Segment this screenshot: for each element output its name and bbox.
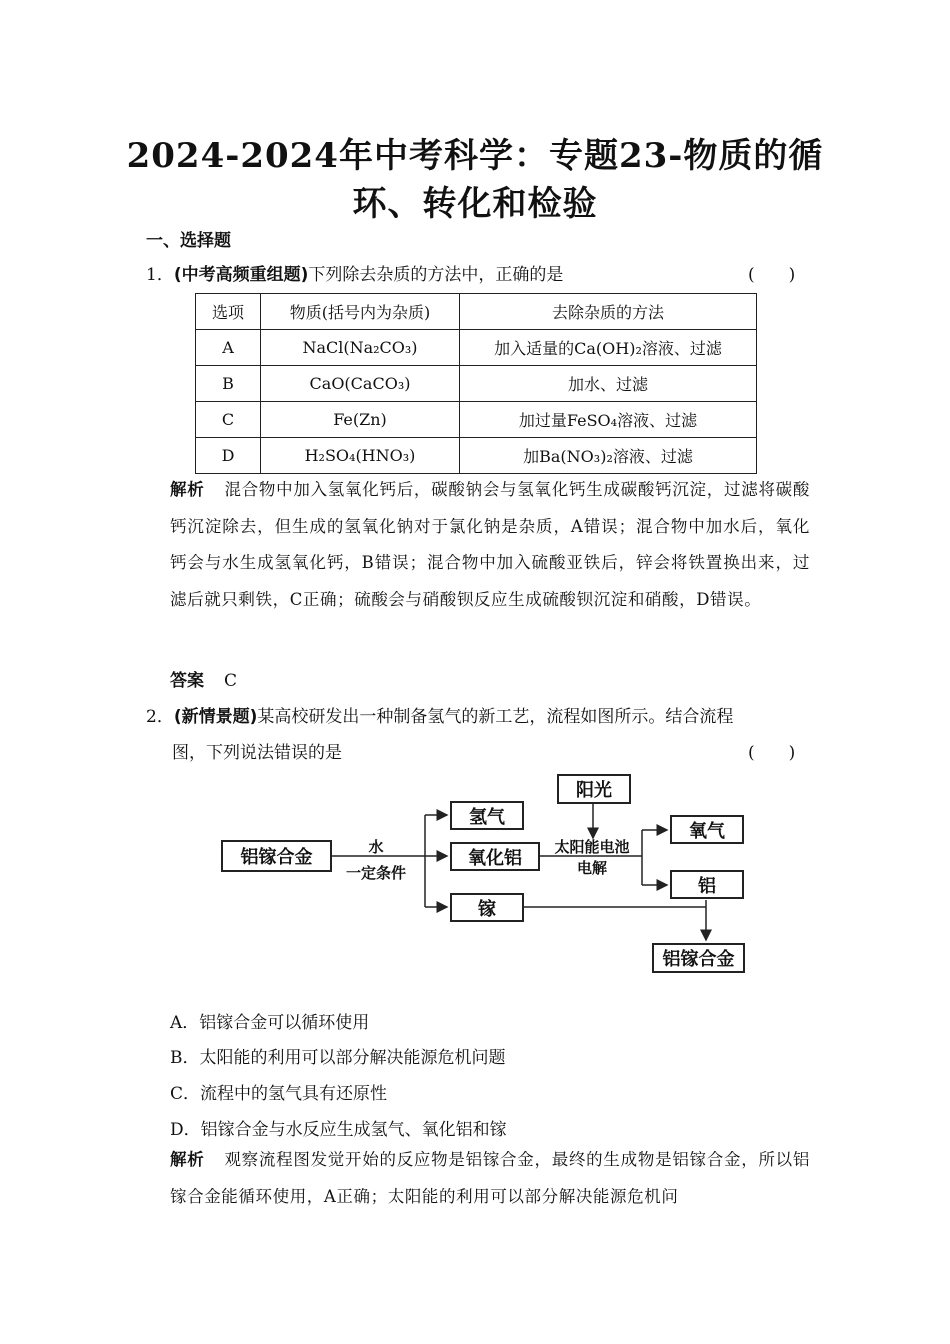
q1-number: 1． (146, 265, 174, 285)
table-cell: Fe(Zn) (261, 402, 460, 438)
doc-title-line1: 2024-2024年中考科学：专题23-物质的循 (126, 136, 824, 176)
q2-choice-a: A．铝镓合金可以循环使用 (170, 1013, 370, 1033)
q1-stem: 下列除去杂质的方法中，正确的是 (308, 265, 564, 285)
q1-tag: (中考高频重组题) (173, 265, 309, 285)
q2-stem-1: 某高校研发出一种制备氢气的新工艺，流程如图所示。结合流程 (257, 707, 734, 727)
section-heading: 一、选择题 (146, 231, 231, 251)
answer-label: 答案 (170, 671, 204, 691)
table-cell: 加Ba(NO₃)₂溶液、过滤 (460, 438, 757, 474)
flow-oxygen: 氧气 (670, 815, 744, 844)
q1-analysis-text: 混合物中加入氢氧化钙后，碳酸钠会与氢氧化钙生成碳酸钙沉淀，过滤将碳酸钙沉淀除去，但生成的氢氧化钠对于氯化钠是杂质，A错误；混合物中加水后，氧化钙会与水生成氢氧化钙，B错误；混合物中加入硫酸亚铁后，锌会将铁置换出来，过滤后就只剩铁，C正确；硫酸会与硝酸钡反应生成硫酸钡沉淀和硝酸，D错误。 (170, 480, 810, 609)
table-cell: A (196, 330, 261, 366)
table-cell: CaO(CaCO₃) (261, 366, 460, 402)
table-header-cell: 物质(括号内为杂质) (261, 294, 460, 330)
q2-analysis (170, 1142, 810, 1215)
table-header-cell: 去除杂质的方法 (460, 294, 757, 330)
table-cell: H₂SO₄(HNO₃) (261, 438, 460, 474)
flow-cond-text: 一定条件 (345, 864, 406, 882)
flow-aluminum: 铝 (670, 870, 744, 899)
table-cell: D (196, 438, 261, 474)
q2-number: 2． (146, 707, 174, 727)
table-cell: 加水、过滤 (460, 366, 757, 402)
table-header-cell: 选项 (196, 294, 261, 330)
flow-gallium: 镓 (450, 893, 524, 922)
flow-electrolysis: 电解 (576, 859, 607, 877)
flow-hydrogen: 氢气 (450, 801, 524, 830)
table-cell: NaCl(Na₂CO₃) (261, 330, 460, 366)
flow-alumina: 氧化铝 (450, 842, 540, 871)
flow-sunlight: 阳光 (557, 774, 631, 804)
q2-choice-c: C．流程中的氢气具有还原性 (170, 1084, 388, 1104)
q1-answer-value: C (224, 671, 238, 691)
table-cell: B (196, 366, 261, 402)
q2-stem-line2: 图，下列说法错误的是 (172, 743, 342, 763)
q2-choice-d: D．铝镓合金与水反应生成氢气、氧化铝和镓 (170, 1120, 507, 1140)
flow-start-alloy: 铝镓合金 (221, 840, 332, 872)
doc-title-line2: 环、转化和检验 (352, 184, 598, 224)
analysis-label: 解析 (170, 1150, 205, 1169)
table-cell: 加入适量的Ca(OH)₂溶液、过滤 (460, 330, 757, 366)
analysis-label: 解析 (170, 480, 205, 499)
q2-answer-paren: ( ) (748, 743, 796, 763)
table-cell: C (196, 402, 261, 438)
q2-choice-b: B．太阳能的利用可以部分解决能源危机问题 (170, 1048, 506, 1068)
q2-tag: (新情景题) (173, 707, 258, 727)
table-cell: 加过量FeSO₄溶液、过滤 (460, 402, 757, 438)
flow-solar-cell: 太阳能电池 (554, 838, 630, 856)
q2-analysis-text: 观察流程图发觉开始的反应物是铝镓合金，最终的生成物是铝镓合金，所以铝镓合金能循环使用，A正确；太阳能的利用可以部分解决能源危机问 (170, 1150, 810, 1206)
flow-cond-water: 水 (368, 838, 384, 856)
flow-end-alloy: 铝镓合金 (652, 943, 745, 973)
q1-answer-paren: ( ) (748, 265, 796, 285)
